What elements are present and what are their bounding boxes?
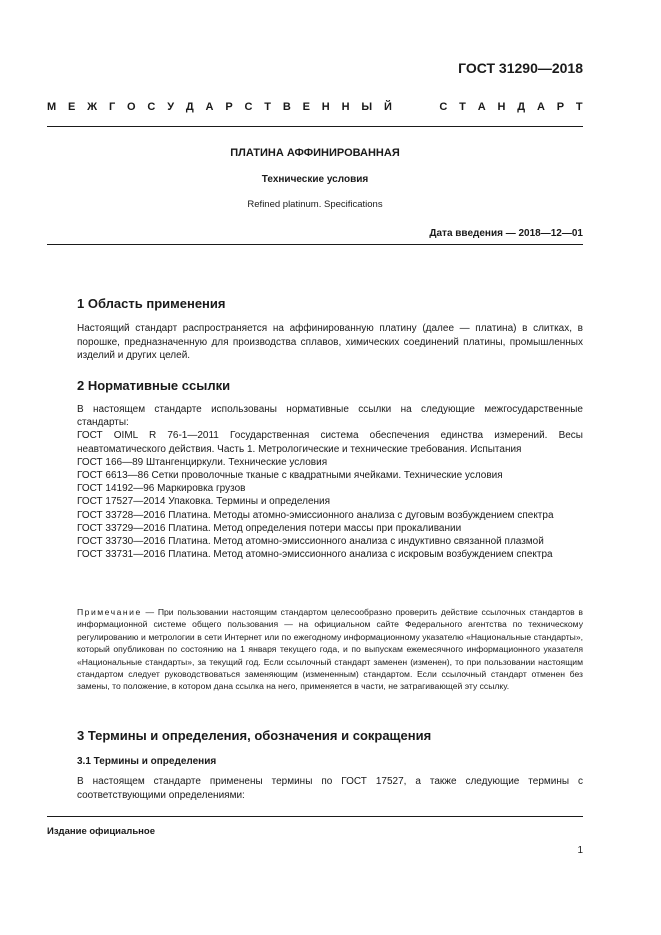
reference-item: ГОСТ 166—89 Штангенциркули. Технические условия: [77, 456, 328, 468]
reference-item: ГОСТ 33728—2016 Платина. Методы атомно-эмиссионного анализа с дуговым возбуждением спектра: [77, 509, 554, 521]
interstate-letter: Д: [517, 101, 526, 113]
note-label: Примечание: [77, 607, 142, 617]
english-title: Refined platinum. Specifications: [247, 199, 383, 210]
interstate-letter: М: [47, 101, 57, 113]
interstate-letter: Т: [459, 101, 466, 113]
interstate-letter: С: [244, 101, 253, 113]
title-divider: [47, 244, 583, 245]
interstate-letter: Н: [341, 101, 350, 113]
standard-subtitle: Технические условия: [261, 174, 369, 185]
interstate-letter: Ж: [87, 101, 98, 113]
reference-item: ГОСТ 33729—2016 Платина. Метод определения потери массы при прокаливании: [77, 522, 462, 534]
interstate-letter: С: [147, 101, 156, 113]
interstate-letter: О: [127, 101, 136, 113]
interstate-letter: Е: [302, 101, 310, 113]
reference-item: ГОСТ 33730—2016 Платина. Метод атомно-эмиссионного анализа с индуктивно связанной плазмой: [77, 536, 544, 548]
section-2-note: [47, 606, 583, 693]
reference-item: ГОСТ 14192—96 Маркировка грузов: [77, 483, 246, 495]
interstate-letter: [422, 101, 428, 113]
section-3-1-text-content: В настоящем стандарте применены термины по ГОСТ 17527, а также следующие термины с соответствующими определениями:: [77, 776, 583, 801]
note-paragraph: [47, 606, 583, 693]
introduction-date: Дата введения — 2018—12—01: [429, 228, 583, 239]
section-3-1-heading: 3.1 Термины и определения: [77, 756, 217, 767]
interstate-letter: Д: [185, 101, 194, 113]
footer-divider: [47, 816, 583, 817]
interstate-letter: Е: [68, 101, 76, 113]
interstate-letter: С: [439, 101, 448, 113]
interstate-letter: Р: [556, 101, 565, 113]
section-1-heading: 1 Область применения: [77, 296, 226, 311]
document-number: ГОСТ 31290—2018: [458, 60, 583, 76]
section-2-heading: 2 Нормативные ссылки: [77, 378, 231, 393]
interstate-letter: А: [536, 101, 545, 113]
section-2-intro: В настоящем стандарте использованы нормативные ссылки на следующие межгосударственные стандарты:: [77, 404, 583, 429]
reference-item: ГОСТ OIML R 76-1—2011 Государственная система обеспечения единства измерений. Весы неавтоматического действия. Часть 1. Метрологические и технические требования. Испытания: [77, 430, 583, 455]
interstate-letter: А: [205, 101, 214, 113]
standard-title: ПЛАТИНА АФФИНИРОВАННАЯ: [230, 147, 400, 159]
interstate-letter: Г: [108, 101, 116, 113]
interstate-letter: Н: [321, 101, 330, 113]
reference-item: ГОСТ 6613—86 Сетки проволочные тканые с квадратными ячейками. Технические условия: [77, 470, 503, 482]
interstate-letter: В: [282, 101, 291, 113]
section-2-references: [47, 403, 583, 561]
interstate-letter: Т: [264, 101, 272, 113]
interstate-letter: Ы: [361, 101, 373, 113]
page-number: 1: [577, 845, 583, 856]
header-divider: [47, 126, 583, 127]
interstate-letter: Й: [383, 101, 392, 113]
interstate-letter: Т: [575, 101, 583, 113]
section-3-heading: 3 Термины и определения, обозначения и сокращения: [77, 728, 432, 743]
note-text: — При пользовании настоящим стандартом целесообразно проверить действие ссылочных стандартов в информационной системе общего пользования — на официальном сайте Федерального агентства по техническому регулированию и метрологии в сети Интернет или по ежегодному информационному указателю «Национальные стандарты», который опубликован по состоянию на 1 января текущего года, и по выпускам ежемесячного информационного указателя «Национальные стандарты», за текущий год. Если ссылочный стандарт заменен (изменен), то при пользовании настоящим стандартом следует руководствоваться заменяющим (измененным) стандартом. Если ссылочный стандарт отменен без замены, то положение, в котором дана ссылка на него, применяется в части, не затрагивающей эту ссылку.: [77, 607, 583, 692]
section-1-text: [77, 322, 583, 363]
interstate-letter: [404, 101, 410, 113]
section-3-1-text: [77, 775, 583, 802]
interstate-letter: Н: [497, 101, 506, 113]
interstate-letter: А: [477, 101, 486, 113]
interstate-standard-heading: [47, 101, 583, 113]
section-1-text-content: Настоящий стандарт распространяется на аффинированную платину (далее — платина) в слитках, в порошке, предназначенную для производства сплавов, химических соединений платины, промышленных изделий и других целей.: [77, 323, 583, 361]
reference-item: ГОСТ 33731—2016 Платина. Метод атомно-эмиссионного анализа с искровым возбуждением спектра: [77, 549, 553, 561]
official-edition-label: Издание официальное: [47, 826, 155, 837]
reference-item: ГОСТ 17527—2014 Упаковка. Термины и определения: [77, 496, 331, 508]
interstate-letter: Р: [225, 101, 233, 113]
interstate-letter: У: [167, 101, 175, 113]
